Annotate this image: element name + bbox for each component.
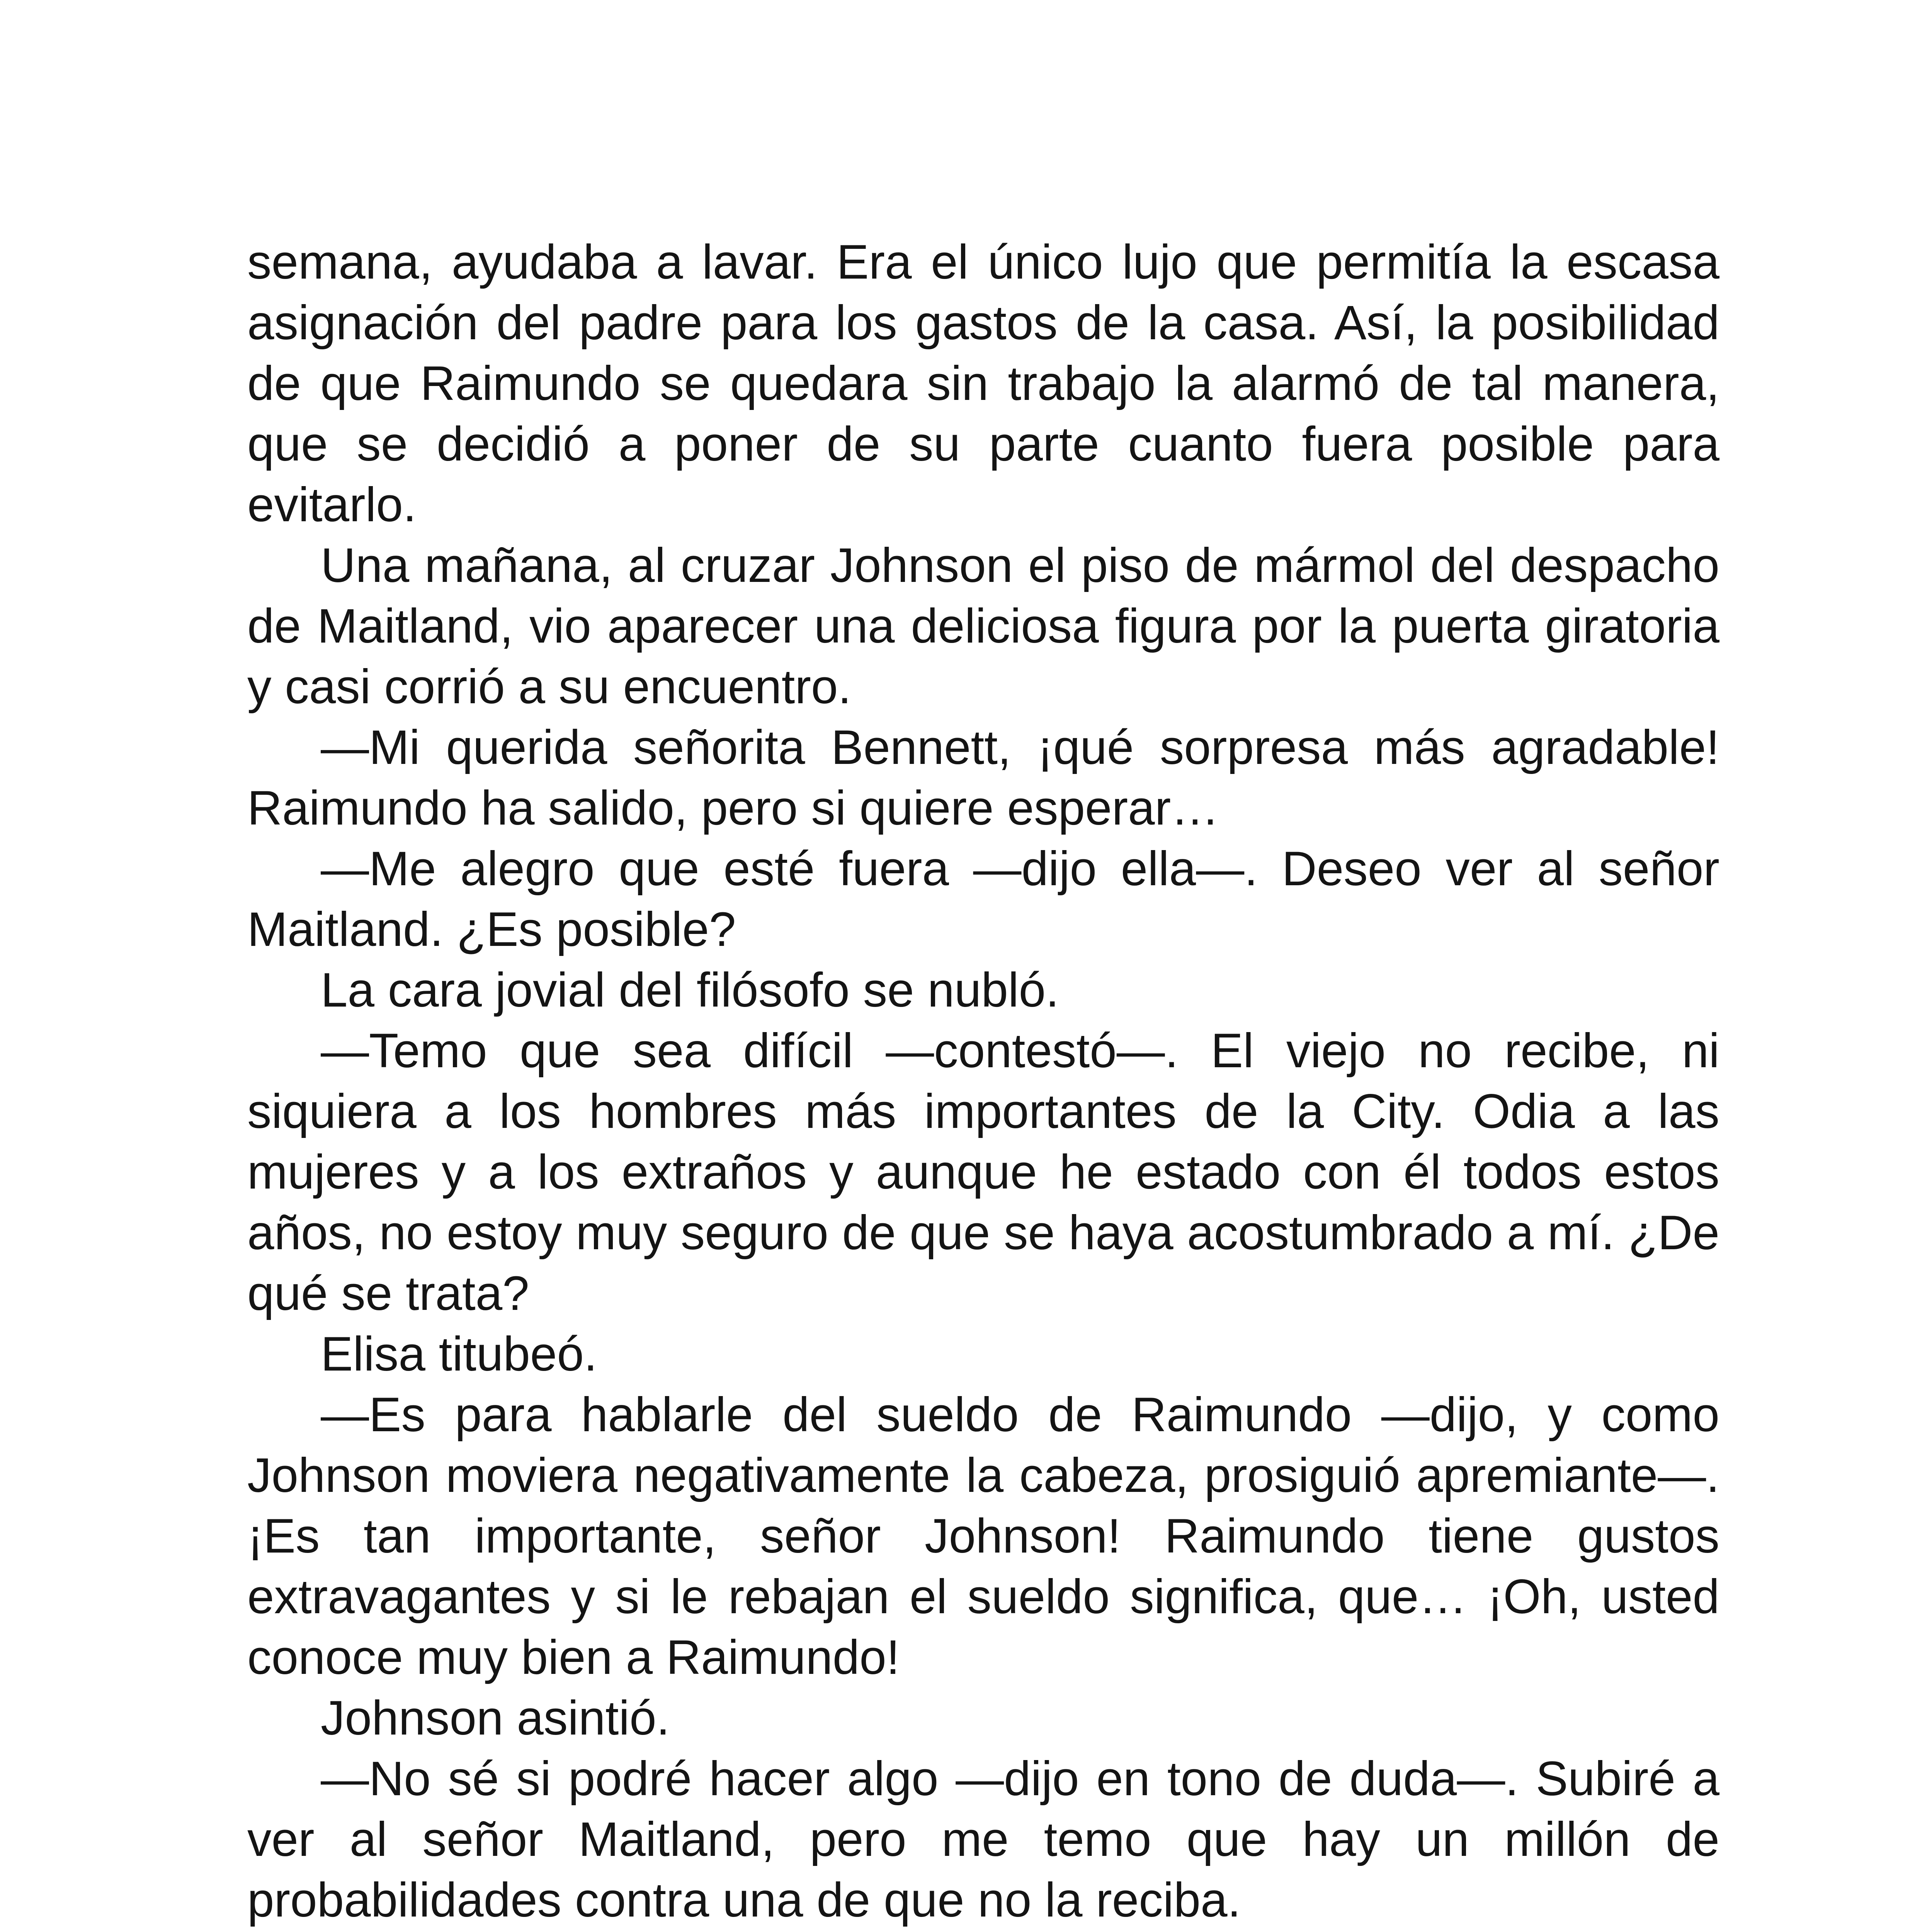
paragraph: —Es para hablarle del sueldo de Raimundo —dijo, y como Johnson moviera negativamente la cabeza, prosiguió apremiante—. ¡Es tan importante, señor Johnson! Raimundo tiene gustos extravagantes y si le rebajan el sueldo significa, que… ¡Oh, usted conoce muy bien a Raimundo! bbox=[247, 1388, 1719, 1684]
paragraph: —Temo que sea difícil —contestó—. El viejo no recibe, ni siquiera a los hombres más importantes de la City. Odia a las mujeres y a los extraños y aunque he estado con él todos estos años, no estoy muy seguro de que se haya acostumbrado a mí. ¿De qué se trata? bbox=[247, 1024, 1719, 1320]
paragraph: Elisa titubeó. bbox=[321, 1327, 597, 1381]
paragraph bbox=[247, 1930, 1719, 1932]
paragraph: —No sé si podré hacer algo —dijo en tono de duda—. Subiré a ver al señor Maitland, pero me temo que hay un millón de probabilidades contra una de que no la reciba. bbox=[247, 1752, 1719, 1927]
paragraph: —Mi querida señorita Bennett, ¡qué sorpresa más agradable! Raimundo ha salido, pero si quiere esperar… bbox=[247, 721, 1719, 835]
paragraph: semana, ayudaba a lavar. Era el único lujo que permitía la escasa asignación del padre para los gastos de la casa. Así, la posibilidad de que Raimundo se quedara sin trabajo la alarmó de tal manera, que se decidió a poner de su parte cuanto fuera posible para evitarlo. bbox=[247, 235, 1719, 532]
paragraph: Johnson asintió. bbox=[321, 1691, 670, 1745]
paragraph: —Me alegro que esté fuera —dijo ella—. Deseo ver al señor Maitland. ¿Es posible? bbox=[247, 842, 1719, 956]
paragraph: La cara jovial del filósofo se nubló. bbox=[321, 963, 1059, 1017]
paragraph: Una mañana, al cruzar Johnson el piso de mármol del despacho de Maitland, vio aparecer una deliciosa figura por la puerta giratoria y casi corrió a su encuentro. bbox=[247, 539, 1719, 714]
page-body bbox=[247, 232, 1719, 1932]
